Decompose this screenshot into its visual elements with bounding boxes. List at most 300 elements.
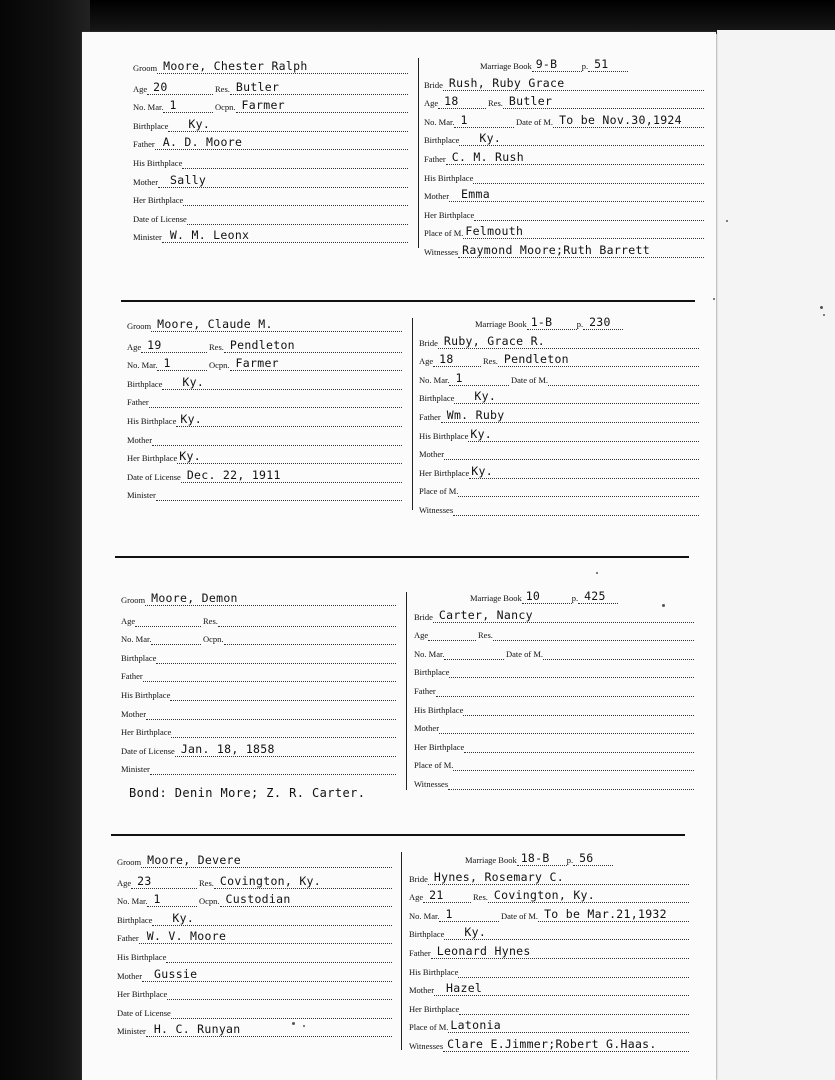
- groom-father-4-label: Father: [117, 933, 139, 944]
- groom-age-res-3-b: [203, 611, 396, 627]
- groom-date-of-license-2-value: Dec. 22, 1911: [186, 467, 281, 482]
- bride-father-2-value: Wm. Ruby: [446, 408, 505, 422]
- bride-mother-3-label: Mother: [414, 723, 440, 734]
- scan-speck: [820, 306, 823, 309]
- groom-nomar-ocpn-2-a-value: 1: [163, 356, 171, 371]
- groom-nomar-ocpn-2-a: [127, 355, 207, 371]
- groom-father-3-line: [143, 666, 396, 682]
- bride-name-field-3-line: [433, 607, 694, 623]
- groom-nomar-ocpn-3-b-label: Ocpn.: [203, 634, 224, 645]
- groom-his-birthplace-4: [117, 947, 392, 963]
- groom-nomar-ocpn-4-a-value: 1: [153, 892, 161, 907]
- bride-age-res-2-b-value: Pendleton: [503, 352, 569, 367]
- groom-nomar-ocpn-4-b: [199, 891, 392, 907]
- bride-mother-2-label: Mother: [419, 449, 445, 460]
- groom-age-res-1-a-value: 20: [153, 79, 168, 94]
- bride-name-field-3-label: Bride: [414, 611, 433, 622]
- groom-mother-2-line: [152, 430, 402, 446]
- bride-mother-3: [414, 718, 694, 734]
- section-divider-4: [111, 834, 685, 836]
- groom-birthplace-3-label: Birthplace: [121, 652, 157, 663]
- bride-birthplace-3: [414, 662, 694, 678]
- bride-age-res-4-b-label: Res.: [473, 892, 488, 903]
- page-line: [578, 588, 618, 604]
- bride-place-of-m-1-label: Place of M.: [424, 228, 464, 239]
- groom-his-birthplace-3: [121, 685, 396, 701]
- groom-nomar-ocpn-4-b-label: Ocpn.: [199, 896, 220, 907]
- bride-nomar-date-3-a-line: [444, 644, 504, 660]
- bride-his-birthplace-2: [419, 426, 699, 442]
- bride-his-birthplace-3: [414, 700, 694, 716]
- groom-birthplace-4-line: [152, 910, 392, 926]
- bride-father-4-value: Leonard Hynes: [436, 944, 531, 958]
- groom-minister-1-label: Minister: [133, 232, 162, 243]
- groom-name-field-1-value: Moore, Chester Ralph: [163, 59, 308, 73]
- groom-birthplace-3-line: [156, 648, 396, 664]
- groom-his-birthplace-2: [127, 411, 402, 427]
- groom-birthplace-2-label: Birthplace: [127, 378, 163, 389]
- bride-her-birthplace-2-label: Her Birthplace: [419, 467, 470, 478]
- groom-her-birthplace-2-label: Her Birthplace: [127, 453, 178, 464]
- groom-date-of-license-3-label: Date of License: [121, 745, 175, 756]
- bride-name-field-3-value: Carter, Nancy: [438, 607, 533, 622]
- groom-age-res-4-a-line: [131, 873, 197, 889]
- bride-nomar-date-4-b-label: Date of M.: [501, 910, 539, 921]
- bride-nomar-date-1-b-label: Date of M.: [516, 116, 554, 127]
- groom-name-field-4: [117, 852, 392, 868]
- bride-age-res-3-a-label: Age: [414, 630, 429, 641]
- groom-mother-4-line: [142, 966, 392, 982]
- groom-nomar-ocpn-2-b-value: Farmer: [235, 356, 279, 371]
- bride-witnesses-3-line: [448, 774, 694, 790]
- bride-birthplace-1-line: [459, 130, 704, 146]
- bride-age-res-2-a-label: Age: [419, 356, 434, 367]
- groom-her-birthplace-1-line: [183, 190, 408, 206]
- bride-birthplace-3-label: Birthplace: [414, 667, 450, 678]
- groom-date-of-license-2-line: [181, 467, 402, 483]
- bride-her-birthplace-3: [414, 737, 694, 753]
- bride-age-res-2-a: [419, 351, 481, 367]
- bride-her-birthplace-2: [419, 463, 699, 479]
- bride-witnesses-2-line: [453, 500, 699, 516]
- bride-nomar-date-2-b: [511, 370, 699, 386]
- bride-father-3-line: [436, 681, 694, 697]
- groom-name-field-3-line: [145, 590, 396, 606]
- bride-her-birthplace-4: [409, 999, 689, 1015]
- groom-mother-2-label: Mother: [127, 434, 153, 445]
- bride-father-3-label: Father: [414, 686, 436, 696]
- page-label: p.: [566, 855, 574, 865]
- bride-nomar-date-3-b-label: Date of M.: [506, 648, 544, 659]
- groom-minister-4-line: [146, 1021, 392, 1037]
- groom-her-birthplace-4-line: [167, 984, 392, 1000]
- groom-father-3: [121, 666, 396, 682]
- bride-nomar-date-2-a-label: No. Mar.: [419, 374, 450, 385]
- bride-place-of-m-2-line: [458, 481, 699, 497]
- groom-minister-3: [121, 759, 396, 775]
- bride-witnesses-2-label: Witnesses: [419, 505, 454, 515]
- bride-age-res-2-b-line: [498, 351, 699, 367]
- groom-nomar-ocpn-3-b: [203, 629, 396, 645]
- scan-border-left: [0, 0, 90, 1080]
- groom-age-res-2-b-label: Res.: [209, 341, 224, 352]
- marriage-book-line: [517, 850, 567, 866]
- groom-nomar-ocpn-1-b-line: [236, 97, 408, 113]
- groom-mother-2: [127, 430, 402, 446]
- groom-age-res-3-a: [121, 611, 201, 627]
- groom-his-birthplace-1: [133, 153, 408, 169]
- column-divider-3: [406, 592, 407, 790]
- groom-name-field-1: [133, 58, 408, 74]
- groom-minister-4: [117, 1021, 392, 1037]
- bride-age-res-4-a: [409, 887, 471, 903]
- bride-name-field-4: [409, 869, 689, 885]
- bride-name-field-1: [424, 75, 704, 91]
- bride-birthplace-2-line: [454, 388, 699, 404]
- bride-nomar-date-3-b-line: [543, 644, 694, 660]
- bride-name-field-2-value: Ruby, Grace R.: [443, 333, 546, 348]
- bride-mother-4: [409, 980, 689, 996]
- bride-place-of-m-4-value: Latonia: [450, 1018, 501, 1033]
- groom-name-field-3: [121, 590, 396, 606]
- groom-birthplace-2-value: Ky.: [182, 374, 205, 389]
- groom-his-birthplace-3-label: His Birthplace: [121, 690, 171, 700]
- bride-name-field-1-line: [443, 75, 704, 91]
- bride-his-birthplace-1-line: [473, 168, 704, 184]
- bride-her-birthplace-4-label: Her Birthplace: [409, 1003, 460, 1014]
- groom-date-of-license-1: [133, 209, 408, 225]
- groom-nomar-ocpn-1-a: [133, 97, 213, 113]
- bride-age-res-4-b: [473, 887, 689, 903]
- bride-age-res-4-a-value: 21: [429, 888, 444, 903]
- groom-minister-4-label: Minister: [117, 1026, 146, 1037]
- bride-birthplace-1-value: Ky.: [479, 131, 502, 146]
- marriage-book-line: [527, 314, 577, 330]
- groom-age-res-1-a: [133, 79, 213, 95]
- groom-nomar-ocpn-3-a-label: No. Mar.: [121, 634, 152, 645]
- bride-her-birthplace-2-value: Ky.: [471, 463, 493, 478]
- groom-his-birthplace-1-label: His Birthplace: [133, 158, 183, 168]
- groom-nomar-ocpn-1-a-value: 1: [169, 98, 177, 113]
- groom-nomar-ocpn-1-b-label: Ocpn.: [215, 102, 236, 113]
- bride-witnesses-1: [424, 242, 704, 258]
- groom-age-res-2-b-value: Pendleton: [229, 337, 295, 352]
- groom-minister-2-label: Minister: [127, 490, 156, 501]
- groom-minister-3-line: [150, 759, 396, 775]
- bride-father-2-label: Father: [419, 412, 441, 422]
- groom-mother-4: [117, 966, 392, 982]
- groom-name-field-3-value: Moore, Demon: [151, 591, 238, 605]
- bride-nomar-date-2-b-label: Date of M.: [511, 374, 549, 385]
- marriage-book-value: 9-B: [535, 57, 558, 71]
- bride-name-field-3: [414, 607, 694, 623]
- bride-place-of-m-4-line: [448, 1017, 689, 1033]
- bride-his-birthplace-1: [424, 168, 704, 184]
- page-label: p.: [576, 319, 584, 329]
- groom-nomar-ocpn-1-b-value: Farmer: [241, 98, 285, 113]
- bride-age-res-4-a-label: Age: [409, 892, 424, 903]
- groom-nomar-ocpn-2-b-label: Ocpn.: [209, 360, 230, 371]
- groom-date-of-license-3-line: [175, 741, 396, 757]
- marriage-book-line: [532, 56, 582, 72]
- groom-date-of-license-2: [127, 467, 402, 483]
- bride-nomar-date-1-a: [424, 112, 514, 128]
- bride-mother-4-label: Mother: [409, 985, 435, 996]
- groom-minister-2: [127, 485, 402, 501]
- bride-name-field-1-label: Bride: [424, 79, 443, 90]
- groom-mother-1-line: [158, 172, 408, 188]
- bride-nomar-date-1-a-line: [454, 112, 514, 128]
- groom-minister-1-value: W. M. Leonx: [169, 228, 250, 243]
- bride-birthplace-1: [424, 130, 704, 146]
- bride-his-birthplace-4-line: [458, 962, 689, 978]
- bride-name-field-2: [419, 333, 699, 349]
- bride-father-4-line: [431, 943, 689, 959]
- bride-place-of-m-3-label: Place of M.: [414, 760, 454, 771]
- bride-name-field-1-value: Rush, Ruby Grace: [448, 75, 565, 90]
- bride-mother-2: [419, 444, 699, 460]
- marriage-book-value: 1-B: [530, 315, 553, 329]
- marriage-book-field-1: [480, 56, 700, 72]
- groom-age-res-3-b-line: [218, 611, 396, 627]
- groom-age-res-4-b: [199, 873, 392, 889]
- bride-place-of-m-1-line: [463, 223, 704, 239]
- groom-minister-1: [133, 227, 408, 243]
- bride-his-birthplace-4: [409, 962, 689, 978]
- groom-nomar-ocpn-2-a-line: [157, 355, 207, 371]
- groom-age-res-2-b-line: [224, 337, 402, 353]
- bride-age-res-2-b-label: Res.: [483, 356, 498, 367]
- groom-nomar-ocpn-4-a-line: [147, 891, 197, 907]
- groom-nomar-ocpn-4-b-value: Custodian: [225, 892, 291, 907]
- bride-mother-1: [424, 186, 704, 202]
- bride-witnesses-3-label: Witnesses: [414, 779, 449, 789]
- bride-nomar-date-2-a: [419, 370, 509, 386]
- groom-nomar-ocpn-2-b: [209, 355, 402, 371]
- bride-nomar-date-4-a-line: [439, 906, 499, 922]
- bride-age-res-1-b-line: [503, 93, 704, 109]
- bride-witnesses-1-label: Witnesses: [424, 247, 459, 257]
- bride-father-1: [424, 149, 704, 165]
- bride-her-birthplace-3-label: Her Birthplace: [414, 741, 465, 752]
- groom-nomar-ocpn-3-a: [121, 629, 201, 645]
- groom-name-field-1-line: [157, 58, 408, 74]
- page-value: 56: [579, 851, 594, 865]
- groom-birthplace-3: [121, 648, 396, 664]
- bride-his-birthplace-3-label: His Birthplace: [414, 704, 464, 715]
- bride-birthplace-4-value: Ky.: [464, 925, 487, 940]
- bride-age-res-3-b-line: [493, 625, 694, 641]
- bride-birthplace-2: [419, 388, 699, 404]
- section-divider-2: [121, 300, 695, 302]
- groom-name-field-1-label: Groom: [133, 63, 158, 73]
- groom-her-birthplace-4: [117, 984, 392, 1000]
- groom-age-res-1-a-line: [147, 79, 213, 95]
- groom-father-3-label: Father: [121, 671, 143, 682]
- bride-her-birthplace-1-label: Her Birthplace: [424, 209, 475, 220]
- marriage-book-label: Marriage Book: [470, 593, 522, 603]
- bride-age-res-3-b-label: Res.: [478, 630, 493, 641]
- bride-father-3: [414, 681, 694, 697]
- bride-her-birthplace-3-line: [464, 737, 694, 753]
- bride-place-of-m-2-label: Place of M.: [419, 486, 459, 497]
- marriage-book-line: [522, 588, 572, 604]
- groom-date-of-license-4: [117, 1003, 392, 1019]
- bride-her-birthplace-1: [424, 205, 704, 221]
- marriage-book-value: 18-B: [520, 851, 550, 865]
- groom-age-res-4-b-line: [214, 873, 392, 889]
- bride-nomar-date-1-b-value: To be Nov.30,1924: [559, 112, 682, 127]
- groom-her-birthplace-2: [127, 448, 402, 464]
- groom-nomar-ocpn-4-a-label: No. Mar.: [117, 896, 148, 907]
- bond-note-3: Bond: Denin More; Z. R. Carter.: [129, 786, 366, 800]
- bride-birthplace-4-line: [444, 924, 689, 940]
- groom-date-of-license-4-line: [171, 1003, 392, 1019]
- bride-name-field-4-value: Hynes, Rosemary C.: [433, 869, 564, 884]
- groom-name-field-4-value: Moore, Devere: [147, 853, 242, 867]
- bride-birthplace-2-value: Ky.: [474, 389, 497, 404]
- bride-age-res-3-a: [414, 625, 476, 641]
- bride-father-1-line: [446, 149, 704, 165]
- groom-birthplace-1-label: Birthplace: [133, 120, 169, 131]
- groom-birthplace-2: [127, 374, 402, 390]
- bride-witnesses-4-line: [443, 1036, 689, 1052]
- groom-age-res-3-b-label: Res.: [203, 615, 218, 626]
- groom-age-res-1-b-label: Res.: [215, 83, 230, 94]
- groom-age-res-4-a-value: 23: [137, 873, 152, 888]
- bride-his-birthplace-3-line: [463, 700, 694, 716]
- groom-date-of-license-2-label: Date of License: [127, 471, 181, 482]
- bride-his-birthplace-2-line: [468, 426, 699, 442]
- bride-age-res-2-a-value: 18: [439, 352, 454, 367]
- groom-age-res-2-a: [127, 337, 207, 353]
- bride-nomar-date-3-b: [506, 644, 694, 660]
- groom-father-2-label: Father: [127, 397, 149, 408]
- groom-birthplace-1-value: Ky.: [188, 116, 211, 131]
- page-label: p.: [571, 593, 579, 603]
- groom-name-field-3-label: Groom: [121, 595, 146, 605]
- bride-age-res-2-b: [483, 351, 699, 367]
- scan-speck: [662, 604, 665, 607]
- bride-nomar-date-2-a-line: [449, 370, 509, 386]
- groom-age-res-2-a-line: [141, 337, 207, 353]
- groom-her-birthplace-2-value: Ky.: [179, 449, 201, 464]
- bride-witnesses-1-value: Raymond Moore;Ruth Barrett: [462, 243, 650, 257]
- bride-his-birthplace-2-value: Ky.: [470, 426, 493, 441]
- marriage-book-label: Marriage Book: [465, 855, 517, 865]
- groom-father-4: [117, 928, 392, 944]
- bride-place-of-m-1-value: Felmouth: [465, 224, 524, 239]
- groom-mother-3-line: [146, 704, 396, 720]
- bride-mother-4-line: [434, 980, 689, 996]
- bride-mother-3-line: [439, 718, 694, 734]
- groom-age-res-1-b-value: Butler: [235, 79, 280, 94]
- page-value: 230: [589, 315, 611, 329]
- groom-his-birthplace-4-line: [166, 947, 392, 963]
- groom-his-birthplace-3-line: [170, 685, 396, 701]
- groom-age-res-4-a: [117, 873, 197, 889]
- bride-age-res-1-a-value: 18: [444, 94, 459, 109]
- groom-nomar-ocpn-4-a: [117, 891, 197, 907]
- bride-name-field-2-label: Bride: [419, 337, 438, 348]
- bride-age-res-1-a-line: [438, 93, 486, 109]
- groom-nomar-ocpn-1-a-label: No. Mar.: [133, 102, 164, 113]
- groom-father-4-value: W. V. Moore: [146, 929, 227, 944]
- groom-date-of-license-1-line: [187, 209, 408, 225]
- bride-witnesses-1-line: [458, 242, 704, 258]
- marriage-book-field-2: [475, 314, 695, 330]
- page-value: 425: [584, 589, 606, 603]
- bride-place-of-m-3-line: [453, 755, 694, 771]
- groom-her-birthplace-1: [133, 190, 408, 206]
- groom-her-birthplace-3-line: [171, 722, 396, 738]
- bride-nomar-date-1-a-label: No. Mar.: [424, 116, 455, 127]
- groom-minister-2-line: [156, 485, 402, 501]
- bride-witnesses-4: [409, 1036, 689, 1052]
- bride-father-1-label: Father: [424, 154, 446, 164]
- bride-his-birthplace-2-label: His Birthplace: [419, 430, 469, 441]
- page-label: p.: [581, 61, 589, 71]
- bride-age-res-4-a-line: [423, 887, 471, 903]
- bride-birthplace-1-label: Birthplace: [424, 135, 460, 146]
- bride-age-res-2-a-line: [433, 351, 481, 367]
- bride-father-1-value: C. M. Rush: [451, 150, 524, 164]
- bride-name-field-4-label: Bride: [409, 873, 428, 884]
- groom-her-birthplace-3-label: Her Birthplace: [121, 727, 172, 738]
- groom-age-res-2-a-value: 19: [147, 337, 162, 352]
- bride-nomar-date-2-b-line: [548, 370, 699, 386]
- groom-name-field-2-line: [151, 316, 402, 332]
- groom-name-field-4-line: [141, 852, 392, 868]
- bride-mother-1-line: [449, 186, 704, 202]
- bride-nomar-date-4-b-line: [538, 906, 689, 922]
- bride-name-field-2-line: [438, 333, 699, 349]
- groom-mother-4-label: Mother: [117, 970, 143, 981]
- bride-age-res-1-b-value: Butler: [508, 94, 553, 109]
- bride-her-birthplace-2-line: [469, 463, 699, 479]
- groom-mother-3-label: Mother: [121, 708, 147, 719]
- groom-date-of-license-3-value: Jan. 18, 1858: [180, 741, 275, 756]
- groom-age-res-4-b-value: Covington, Ky.: [219, 873, 322, 888]
- bride-father-4: [409, 943, 689, 959]
- bride-nomar-date-1-b-line: [553, 112, 704, 128]
- marriage-book-label: Marriage Book: [480, 61, 532, 71]
- bride-age-res-1-b-label: Res.: [488, 98, 503, 109]
- groom-mother-4-value: Gussie: [154, 966, 198, 981]
- bride-birthplace-4-label: Birthplace: [409, 929, 445, 940]
- scan-border-top: [0, 0, 835, 34]
- groom-mother-3: [121, 704, 396, 720]
- groom-minister-1-line: [162, 227, 408, 243]
- groom-his-birthplace-2-line: [176, 411, 402, 427]
- groom-minister-3-label: Minister: [121, 764, 150, 775]
- bride-father-2: [419, 407, 699, 423]
- groom-date-of-license-1-label: Date of License: [133, 213, 187, 224]
- groom-name-field-2-value: Moore, Claude M.: [157, 317, 273, 331]
- groom-her-birthplace-3: [121, 722, 396, 738]
- column-divider-1: [418, 58, 419, 248]
- bride-nomar-date-1-b: [516, 112, 704, 128]
- groom-mother-1-label: Mother: [133, 176, 159, 187]
- groom-name-field-2-label: Groom: [127, 321, 152, 331]
- groom-her-birthplace-1-label: Her Birthplace: [133, 195, 184, 206]
- page-line: [583, 314, 623, 330]
- groom-birthplace-4-label: Birthplace: [117, 914, 153, 925]
- bride-place-of-m-1: [424, 223, 704, 239]
- bride-birthplace-2-label: Birthplace: [419, 393, 455, 404]
- bride-his-birthplace-1-label: His Birthplace: [424, 172, 474, 183]
- groom-father-1-value: A. D. Moore: [162, 135, 243, 150]
